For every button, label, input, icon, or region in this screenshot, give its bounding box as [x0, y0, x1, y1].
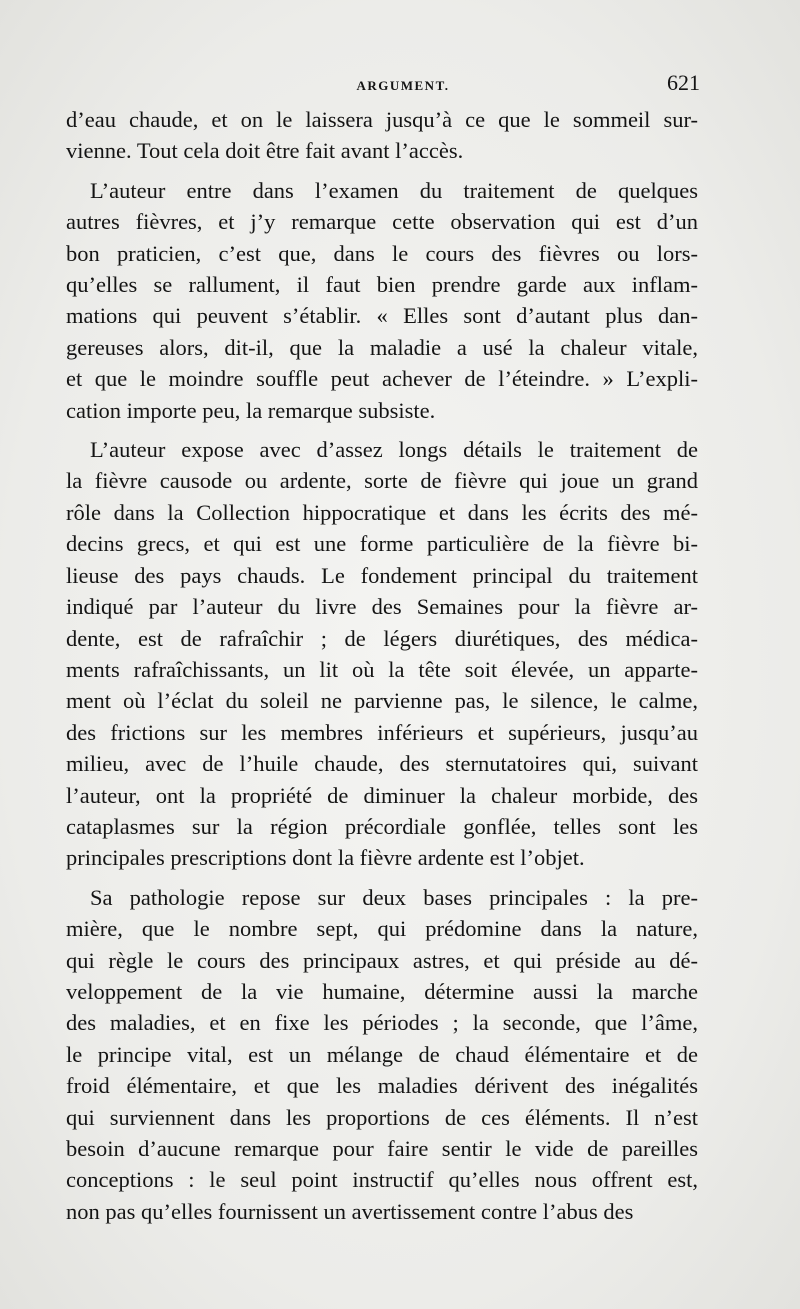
page-number: 621 — [667, 70, 700, 95]
text-line: dente, est de rafraîchir ; de légers diurétiques, des médica- — [66, 625, 698, 651]
text-line: qui surviennent dans les proportions de ces éléments. Il n’est — [66, 1104, 698, 1130]
text-line: autres fièvres, et j’y remarque cette observation qui est d’un — [66, 209, 698, 235]
paragraph — [66, 882, 698, 1227]
text-line: Sa pathologie repose sur deux bases principales : la pre- — [90, 884, 698, 910]
text-line: rôle dans la Collection hippocratique et dans les écrits des mé- — [66, 499, 698, 525]
text-line: mière, que le nombre sept, qui prédomine dans la nature, — [66, 916, 698, 942]
text-line: indiqué par l’auteur du livre des Semaines pour la fièvre ar- — [66, 594, 698, 620]
text-line: cation importe peu, la remarque subsiste. — [66, 397, 436, 423]
text-line: bon praticien, c’est que, dans le cours des fièvres ou lors- — [66, 240, 698, 266]
text-line: L’auteur expose avec d’assez longs détails le traitement de — [90, 437, 698, 463]
text-line: besoin d’aucune remarque pour faire sentir le vide de pareilles — [66, 1136, 698, 1161]
paragraph — [66, 104, 698, 167]
text-line: mations qui peuvent s’établir. « Elles sont d’autant plus dan- — [66, 303, 698, 329]
text-line: veloppement de la vie humaine, détermine aussi la marche — [66, 978, 698, 1004]
paragraph — [66, 434, 698, 874]
text-line: vienne. Tout cela doit être fait avant l’accès. — [66, 138, 464, 164]
body-text — [66, 104, 698, 1227]
text-line: lieuse des pays chauds. Le fondement principal du traitement — [66, 562, 698, 588]
text-line: l’auteur, ont la propriété de diminuer la chaleur morbide, des — [66, 782, 698, 808]
page-header — [66, 68, 700, 98]
text-line: qui règle le cours des principaux astres, et qui préside au dé- — [66, 947, 698, 973]
text-line: cataplasmes sur la région précordiale gonflée, telles sont les — [66, 813, 698, 839]
text-line: non pas qu’elles fournissent un avertissement contre l’abus des — [66, 1198, 634, 1224]
text-line: d’eau chaude, et on le laissera jusqu’à ce que le sommeil sur- — [66, 107, 698, 132]
running-head: ARGUMENT. — [356, 78, 450, 93]
text-line: L’auteur entre dans l’examen du traitement de quelques — [90, 177, 698, 203]
text-line: et que le moindre souffle peut achever de l’éteindre. » L’expli- — [66, 366, 698, 392]
text-line: conceptions : le seul point instructif qu’elles nous offrent est, — [66, 1167, 698, 1193]
text-line: qu’elles se rallument, il faut bien prendre garde aux inflam- — [66, 272, 698, 298]
text-line: froid élémentaire, et que les maladies dérivent des inégalités — [66, 1073, 698, 1099]
text-line: le principe vital, est un mélange de chaud élémentaire et de — [66, 1041, 698, 1067]
text-line: decins grecs, et qui est une forme particulière de la fièvre bi- — [66, 531, 698, 557]
text-line: ments rafraîchissants, un lit où la tête soit élevée, un apparte- — [66, 656, 698, 682]
text-line: milieu, avec de l’huile chaude, des sternutatoires qui, suivant — [66, 751, 698, 777]
text-line: des maladies, et en fixe les périodes ; la seconde, que l’âme, — [66, 1010, 698, 1036]
paragraph — [66, 175, 698, 426]
text-line: la fièvre causode ou ardente, sorte de fièvre qui joue un grand — [66, 468, 698, 494]
text-line: des frictions sur les membres inférieurs et supérieurs, jusqu’au — [66, 719, 698, 745]
text-line: ment où l’éclat du soleil ne parvienne pas, le silence, le calme, — [66, 688, 698, 714]
text-line: gereuses alors, dit-il, que la maladie a usé la chaleur vitale, — [66, 334, 698, 360]
text-line: principales prescriptions dont la fièvre ardente est l’objet. — [66, 845, 585, 871]
